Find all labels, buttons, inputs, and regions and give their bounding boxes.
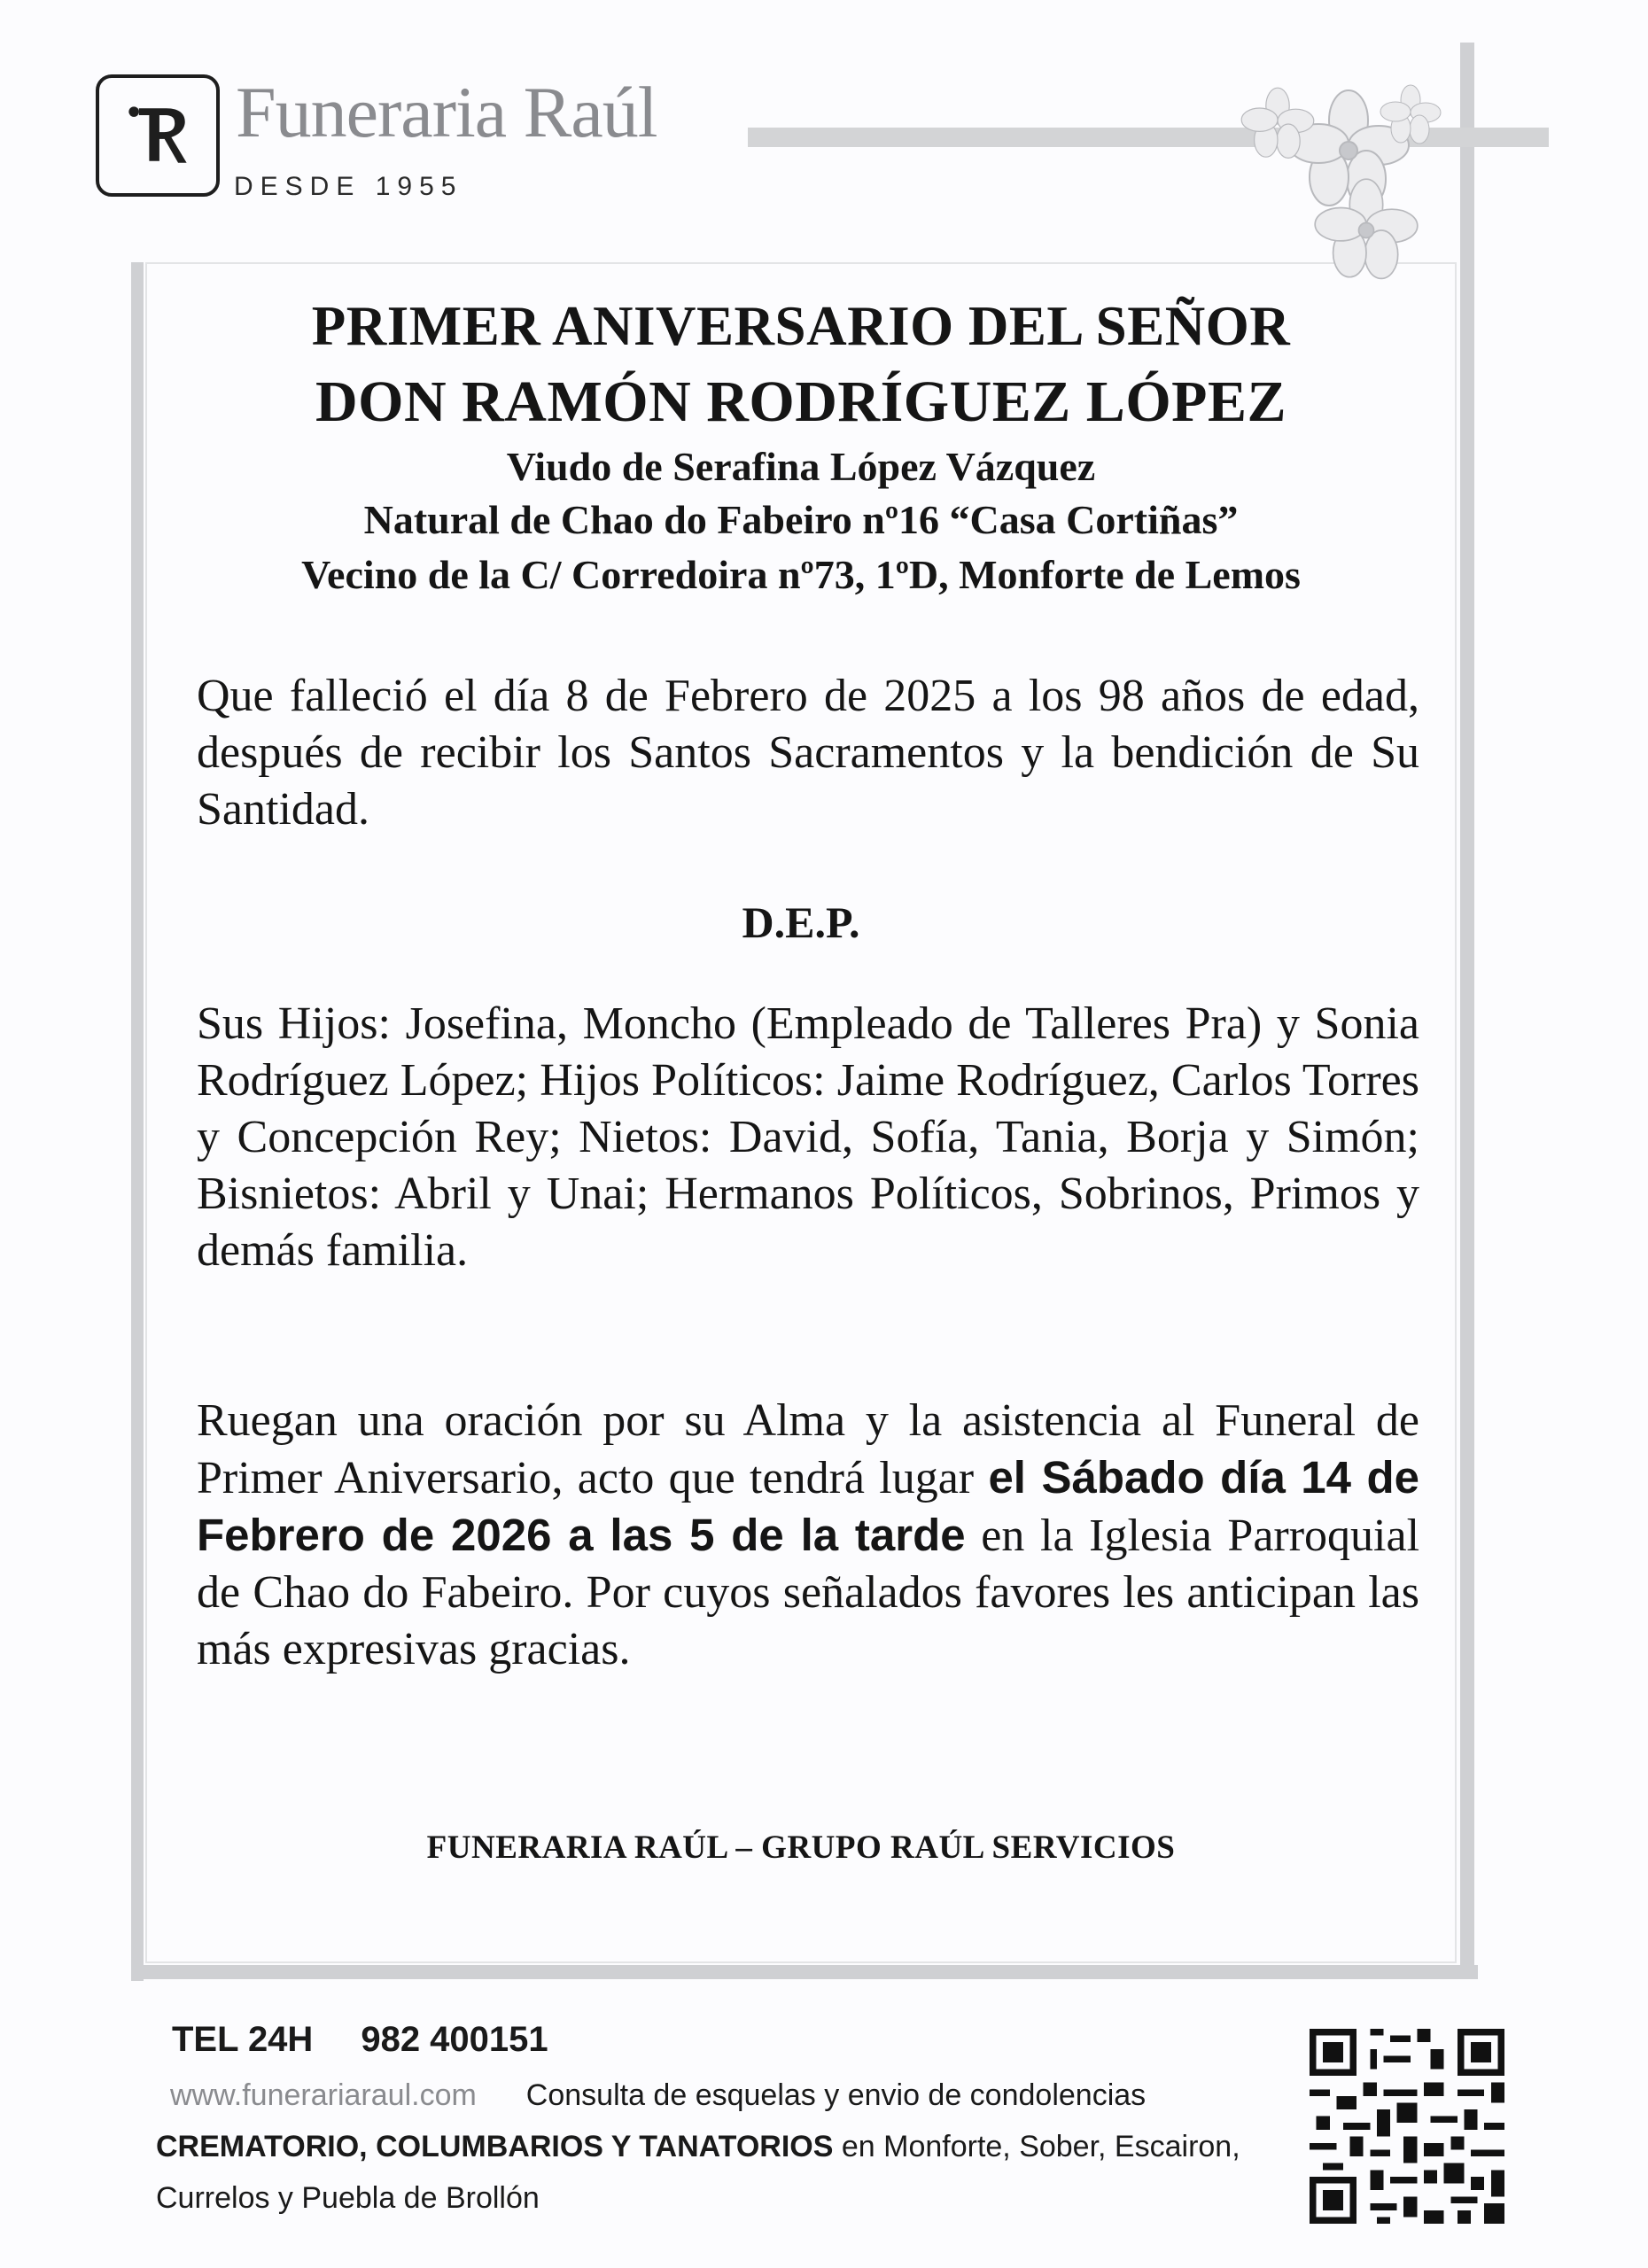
services-text: CREMATORIO, COLUMBARIOS Y TANATORIOS — [156, 2130, 834, 2163]
phone-line — [172, 2020, 548, 2060]
deceased-name: DON RAMÓN RODRÍGUEZ LÓPEZ — [315, 369, 1287, 434]
prayer-outro: en la Iglesia Parroquial de Chao do Fabeiro. Por cuyos señalados favores les anticipan las más expresivas gracias. — [197, 1511, 1420, 1674]
dep-text: D.E.P. — [742, 897, 860, 947]
origin-line: Natural de Chao do Fabeiro nº16 “Casa Cortiñas” — [363, 497, 1239, 542]
prayer-intro: Ruegan una oración por su Alma y la asistencia al Funeral de Primer Aniversario, acto que tendrá lugar — [197, 1395, 1419, 1503]
title-line-1: PRIMER ANIVERSARIO DEL SEÑOR — [311, 295, 1291, 357]
phone-label: TEL 24H — [172, 2020, 314, 2059]
family-paragraph: Sus Hijos: Josefina, Moncho (Empleado de Talleres Pra) y Sonia Rodríguez López; Hijos Políticos: Jaime Rodríguez, Carlos Torres y Concepción Rey; Nietos: David, Sofía, Tania, Borja y Simón; Bisnietos: Abril y Unai; Hermanos Políticos, Sobrinos, Primos y demás familia. — [197, 998, 1419, 1276]
frame-left-bar — [131, 262, 144, 1981]
signature: FUNERARIA RAÚL – GRUPO RAÚL SERVICIOS — [426, 1829, 1176, 1866]
logo-r-icon — [115, 93, 200, 178]
contact-info — [156, 2070, 1255, 2224]
website-link[interactable]: www.funerariaraul.com — [170, 2078, 477, 2112]
frame-right-bar — [1460, 43, 1474, 1977]
prayer-paragraph — [197, 1393, 1419, 1678]
info-text: Consulta de esquelas y envio de condolencias — [525, 2078, 1147, 2112]
qr-code-icon[interactable] — [1310, 2029, 1504, 2224]
residence-line: Vecino de la C/ Corredoira nº73, 1ºD, Monforte de Lemos — [301, 552, 1301, 597]
frame-bottom-bar — [131, 1965, 1478, 1979]
logo-since: DESDE 1955 — [234, 172, 463, 201]
phone-number[interactable]: 982 400151 — [361, 2020, 548, 2059]
flowers-decoration-icon — [1216, 53, 1446, 284]
locations-text: en Monforte, Sober, Escairon, Currelos y Puebla de Brollón — [156, 2130, 1240, 2215]
logo-name: Funeraria Raúl — [236, 72, 657, 152]
prayer-date: el Sábado día 14 de Febrero de 2026 a las 5 de la tarde — [197, 1452, 1420, 1560]
logo-emblem — [96, 74, 220, 197]
death-paragraph: Que falleció el día 8 de Febrero de 2025 a los 98 años de edad, después de recibir los Santos Sacramentos y la bendición de Su Santidad. — [197, 671, 1419, 835]
widow-line: Viudo de Serafina López Vázquez — [506, 444, 1096, 489]
